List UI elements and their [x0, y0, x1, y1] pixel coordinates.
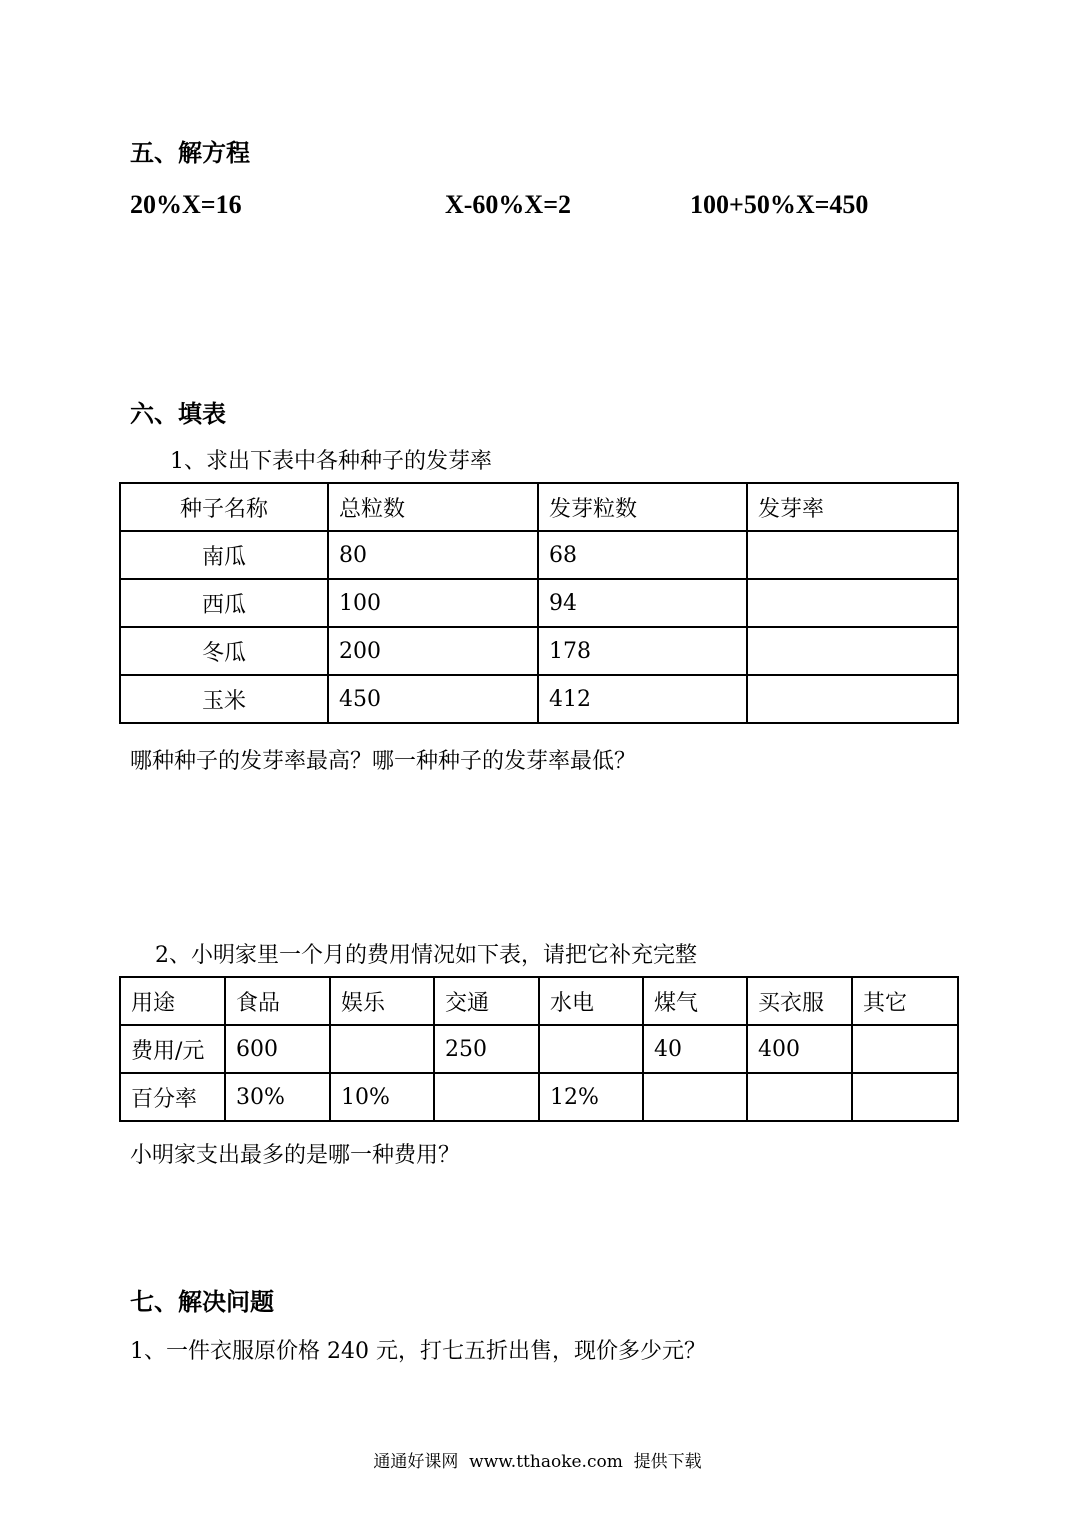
header-cell: 发芽率	[747, 483, 958, 531]
percent-cell[interactable]	[643, 1073, 747, 1121]
table-row	[120, 531, 958, 579]
total-count-cell: 100	[328, 579, 538, 627]
expense-table-question: 小明家支出最多的是哪一种费用？	[130, 1143, 461, 1168]
seed-table-prompt: 1、求出下表中各种种子的发芽率	[170, 449, 492, 474]
cost-cell[interactable]	[852, 1025, 958, 1073]
table-row	[120, 627, 958, 675]
table-row	[120, 1025, 958, 1073]
expense-table-prompt: 2、小明家里一个月的费用情况如下表，请把它补充完整	[155, 943, 697, 968]
percent-cell[interactable]	[852, 1073, 958, 1121]
table-header-row	[120, 483, 958, 531]
category-cell: 煤气	[643, 977, 747, 1025]
category-cell: 其它	[852, 977, 958, 1025]
percent-cell: 30%	[225, 1073, 330, 1121]
category-cell: 交通	[434, 977, 539, 1025]
category-cell: 水电	[539, 977, 643, 1025]
germination-rate-cell[interactable]	[747, 675, 958, 723]
germination-rate-cell[interactable]	[747, 627, 958, 675]
row-label-cell: 用途	[120, 977, 225, 1025]
seed-table-question: 哪种种子的发芽率最高？哪一种种子的发芽率最低？	[130, 749, 637, 774]
equation-1: 20%X=16	[130, 190, 242, 219]
germinated-count-cell: 412	[538, 675, 747, 723]
germinated-count-cell: 178	[538, 627, 747, 675]
header-cell: 总粒数	[328, 483, 538, 531]
cost-cell: 40	[643, 1025, 747, 1073]
germination-rate-cell[interactable]	[747, 579, 958, 627]
page-footer: 通通好课网 www.tthaoke.com 提供下载	[373, 1452, 702, 1472]
germinated-count-cell: 94	[538, 579, 747, 627]
total-count-cell: 200	[328, 627, 538, 675]
cost-cell[interactable]	[539, 1025, 643, 1073]
table-row	[120, 1073, 958, 1121]
seed-name-cell: 西瓜	[120, 579, 328, 627]
equation-3: 100+50%X=450	[690, 190, 869, 219]
section-6-heading: 六、填表	[130, 399, 226, 428]
table-row	[120, 675, 958, 723]
row-label-cell: 百分率	[120, 1073, 225, 1121]
equation-2: X-60%X=2	[445, 190, 572, 219]
section-5-heading: 五、解方程	[130, 138, 250, 167]
header-cell: 发芽粒数	[538, 483, 747, 531]
germinated-count-cell: 68	[538, 531, 747, 579]
percent-cell: 10%	[330, 1073, 434, 1121]
category-cell: 买衣服	[747, 977, 852, 1025]
percent-cell[interactable]	[747, 1073, 852, 1121]
category-cell: 食品	[225, 977, 330, 1025]
percent-cell[interactable]	[434, 1073, 539, 1121]
seed-name-cell: 玉米	[120, 675, 328, 723]
percent-cell: 12%	[539, 1073, 643, 1121]
table-row	[120, 579, 958, 627]
category-cell: 娱乐	[330, 977, 434, 1025]
cost-cell: 400	[747, 1025, 852, 1073]
problem-1-text: 1、一件衣服原价格 240 元，打七五折出售，现价多少元？	[130, 1339, 706, 1364]
cost-cell: 600	[225, 1025, 330, 1073]
cost-cell[interactable]	[330, 1025, 434, 1073]
cost-cell: 250	[434, 1025, 539, 1073]
monthly-expense-table	[119, 976, 959, 1122]
seed-name-cell: 南瓜	[120, 531, 328, 579]
total-count-cell: 450	[328, 675, 538, 723]
table-row	[120, 977, 958, 1025]
header-cell: 种子名称	[120, 483, 328, 531]
seed-germination-table	[119, 482, 959, 724]
total-count-cell: 80	[328, 531, 538, 579]
section-7-heading: 七、解决问题	[130, 1287, 274, 1316]
germination-rate-cell[interactable]	[747, 531, 958, 579]
seed-name-cell: 冬瓜	[120, 627, 328, 675]
row-label-cell: 费用/元	[120, 1025, 225, 1073]
